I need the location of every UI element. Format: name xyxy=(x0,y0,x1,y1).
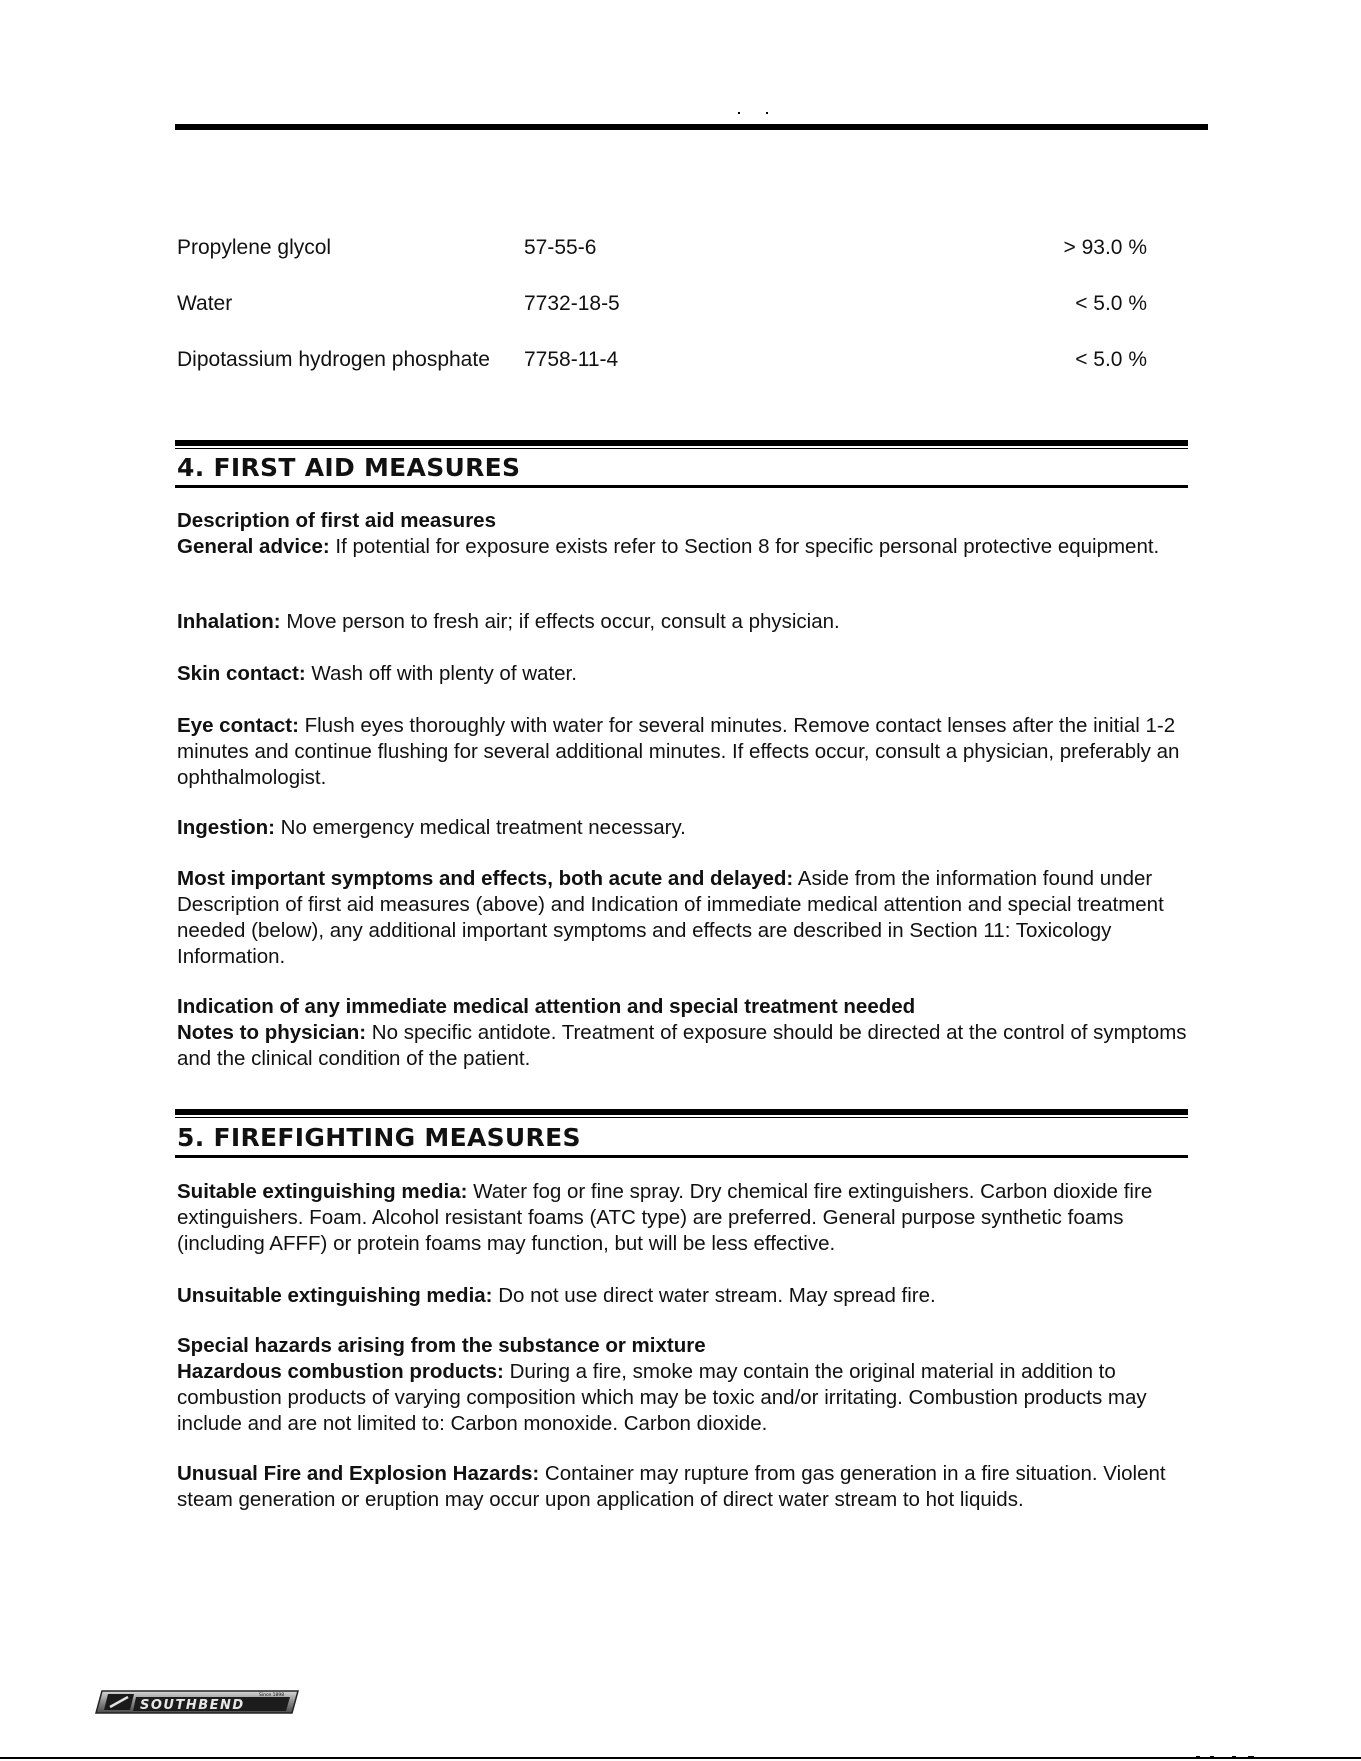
field-label: Unusual Fire and Explosion Hazards: xyxy=(177,1462,540,1485)
symptoms-paragraph xyxy=(177,866,1187,970)
field-label: Most important symptoms and effects, both acute and delayed: xyxy=(177,867,794,890)
field-label: Notes to physician: xyxy=(177,1021,367,1044)
notes-to-physician-paragraph xyxy=(177,994,1187,1072)
first-aid-description xyxy=(177,508,1187,560)
component-percent: < 5.0 % xyxy=(1075,292,1147,315)
field-text: Do not use direct water stream. May spread fire. xyxy=(492,1284,936,1307)
section-rule-bottom xyxy=(175,1155,1188,1158)
field-text: During a fire, smoke may contain the original material in addition to combustion products of varying composition which may be toxic and/or irritating. Combustion products may include and are not limited to: Carbon monoxide. Carbon dioxide. xyxy=(177,1360,1147,1435)
field-text: Aside from the information found under Description of first aid measures (above) and Indication of immediate medical attention and special treatment needed (below), any additional important symptoms and effects are described in Section 11: Toxicology Information. xyxy=(177,867,1164,968)
field-label: Unsuitable extinguishing media: xyxy=(177,1284,493,1307)
subheading: Special hazards arising from the substance or mixture xyxy=(177,1334,706,1357)
footer-rule xyxy=(0,1757,1361,1759)
component-name: Propylene glycol xyxy=(177,236,332,259)
section-rule-top xyxy=(175,1109,1188,1115)
eye-contact-paragraph xyxy=(177,713,1187,791)
component-name: Water xyxy=(177,292,233,315)
field-label: General advice: xyxy=(177,535,330,558)
field-label: Hazardous combustion products: xyxy=(177,1360,504,1383)
field-text: No specific antidote. Treatment of exposure should be directed at the control of symptoms and the clinical condition of the patient. xyxy=(177,1021,1187,1070)
section-rule-top-thin xyxy=(175,448,1188,449)
combustion-products-paragraph xyxy=(177,1333,1187,1437)
subheading: Description of first aid measures xyxy=(177,509,496,532)
inhalation-paragraph xyxy=(177,609,1187,635)
ingestion-paragraph xyxy=(177,815,1187,841)
subheading: Indication of any immediate medical attention and special treatment needed xyxy=(177,995,916,1018)
header-mark xyxy=(738,112,782,120)
field-text: No emergency medical treatment necessary. xyxy=(274,816,686,839)
field-text: Wash off with plenty of water. xyxy=(305,662,577,685)
field-text: Move person to fresh air; if effects occur, consult a physician. xyxy=(280,610,840,633)
section-rule-top-thin xyxy=(175,1117,1188,1118)
component-cas: 57-55-6 xyxy=(524,236,597,259)
field-label: Inhalation: xyxy=(177,610,281,633)
unsuitable-media-paragraph xyxy=(177,1283,1187,1309)
suitable-media-paragraph xyxy=(177,1179,1187,1257)
header-rule xyxy=(175,124,1208,130)
component-percent: < 5.0 % xyxy=(1075,348,1147,371)
southbend-logo xyxy=(94,1688,302,1716)
skin-contact-paragraph xyxy=(177,661,1187,687)
section-title: 4. FIRST AID MEASURES xyxy=(177,453,521,482)
field-text: Flush eyes thoroughly with water for several minutes. Remove contact lenses after the initial 1-2 minutes and continue flushing for several additional minutes. If effects occur, consult a physician, preferably an ophthalmologist. xyxy=(177,714,1180,789)
logo-wordmark: SOUTHBEND xyxy=(140,1698,245,1713)
component-percent: > 93.0 % xyxy=(1063,236,1147,259)
component-cas: 7732-18-5 xyxy=(524,292,620,315)
field-label: Eye contact: xyxy=(177,714,299,737)
field-text: Container may rupture from gas generation in a fire situation. Violent steam generation or eruption may occur upon application of direct water stream to hot liquids. xyxy=(177,1462,1166,1511)
field-label: Ingestion: xyxy=(177,816,275,839)
field-label: Suitable extinguishing media: xyxy=(177,1180,468,1203)
logo-since: Since 1898 xyxy=(259,1693,285,1698)
section-rule-top xyxy=(175,440,1188,446)
component-name: Dipotassium hydrogen phosphate xyxy=(177,348,490,371)
field-label: Skin contact: xyxy=(177,662,306,685)
component-cas: 7758-11-4 xyxy=(524,348,619,371)
field-text: If potential for exposure exists refer to Section 8 for specific personal protective equipment. xyxy=(329,535,1160,558)
unusual-hazards-paragraph xyxy=(177,1461,1187,1513)
section-title: 5. FIREFIGHTING MEASURES xyxy=(177,1123,581,1152)
section-rule-bottom xyxy=(175,485,1188,488)
field-text: Water fog or fine spray. Dry chemical fire extinguishers. Carbon dioxide fire extinguishers. Foam. Alcohol resistant foams (ATC type) are preferred. General purpose synthetic foams (including AFFF) or protein foams may function, but will be less effective. xyxy=(177,1180,1153,1255)
